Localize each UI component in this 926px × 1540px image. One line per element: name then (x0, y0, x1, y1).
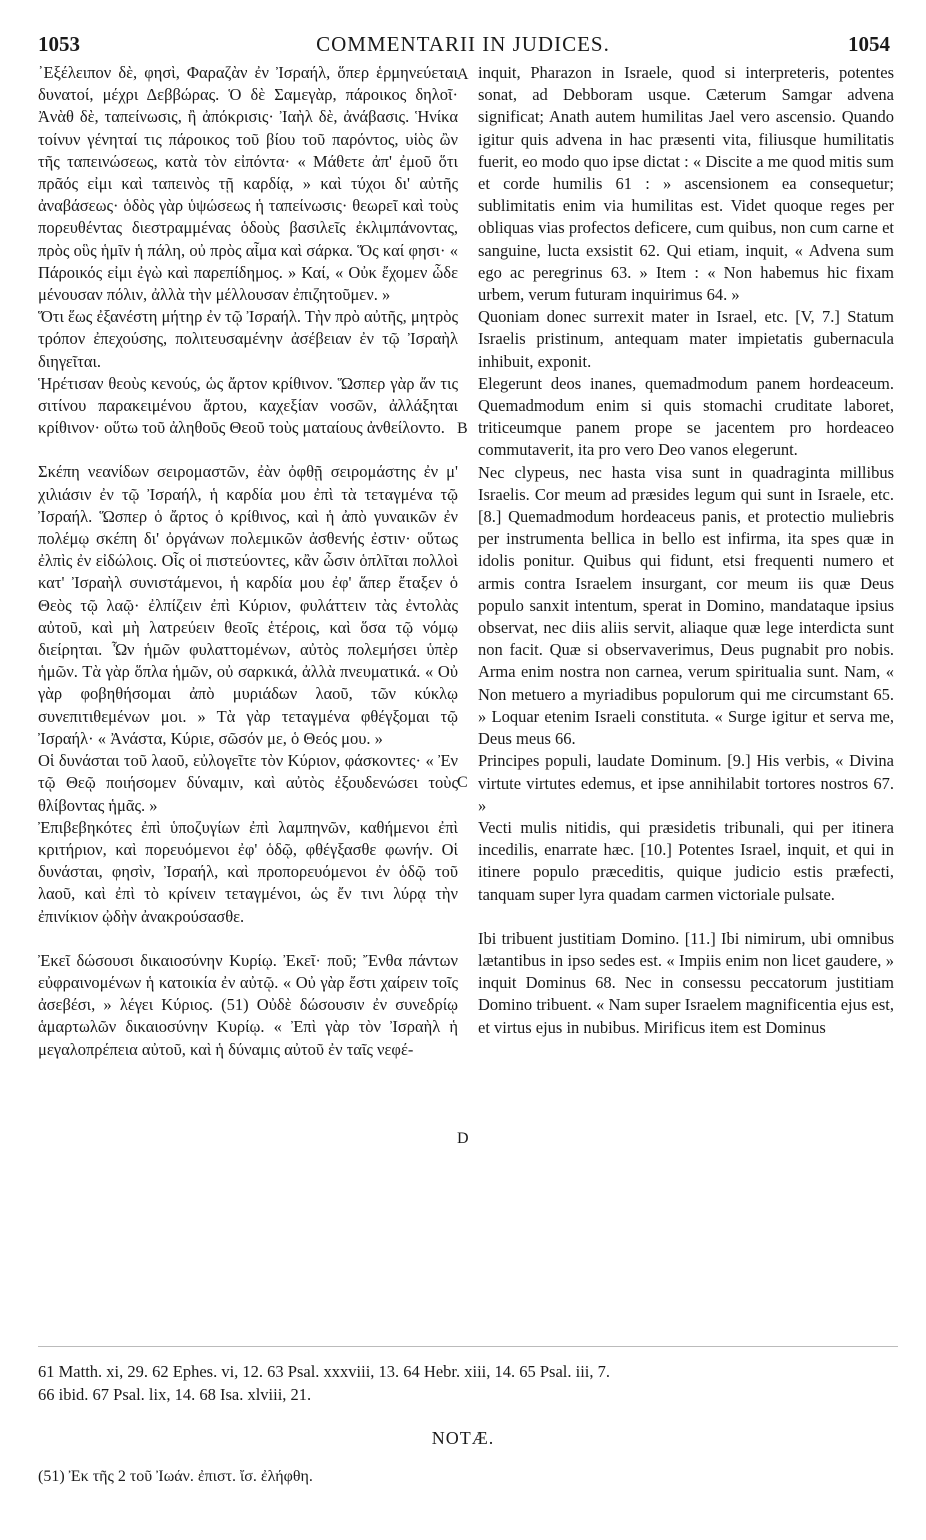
footnote-divider (38, 1346, 898, 1347)
left-page-number: 1053 (38, 32, 80, 56)
footnote-line: 61 Matth. xi, 29. 62 Ephes. vi, 12. 63 Psal. xxxviii, 13. 64 Hebr. xiii, 14. 65 Psal. iii, 7. (38, 1362, 610, 1381)
latin-column (478, 62, 894, 1039)
running-title: COMMENTARII IN JUDICES. (316, 32, 610, 56)
latin-paragraph: Elegerunt deos inanes, quemadmodum panem hordeaceum. Quemadmodum enim si quis stomachi cruditate laboret, triticeumque panem prope se jacentem pro hordeaceo commutaverit, ita pro vero Deo vanos elegerunt. (478, 373, 894, 460)
right-page-number: 1054 (848, 32, 890, 56)
margin-letter-b: B (457, 420, 468, 437)
latin-paragraph: Quoniam donec surrexit mater in Israel, etc. [V, 7.] Statum Israelis pristinum, antequam mater impietatis gubernacula inhibuit, exponit. (478, 307, 894, 371)
greek-paragraph: ᾿Εξέλειπον δὲ, φησὶ, Φαραζὰν ἐν Ἰσραήλ, ὅπερ ἑρμηνεύεται δυνατοί, μέχρι Δεββώρας. Ὁ δὲ Σαμεγὰρ, πάροικος δηλοῖ· Ἀνὰθ δὲ, ταπείνωσις, ἢ ἀπόκρισις· Ἰαὴλ δὲ, ἀνάβασις. Ἡνίκα τοίνυν γένηταί τις πάροικος τοῦ βίου τοῦ παρόντος, υἱὸς ὢν τῆς ταπεινώσεως, κατὰ τὸν εἰπόντα· « Μάθετε ἀπ' ἐμοῦ ὅτι πρᾶός εἰμι καὶ ταπεινὸς τῇ καρδίᾳ, » καὶ τύχοι δι' αὐτῆς ἀναβάσεως· ὁδὸς γὰρ ὑψώσεως ἡ ταπείνωσις· θεωρεῖ καὶ τοὺς πορευθέντας διεστραμμένας ὁδοὺς βασιλεῖς ἐκλιμπάνοντας, πρὸς οὓς ἡμῖν ἡ πάλη, οὐ πρὸς αἷμα καὶ σάρκα. Ὅς καί φησι· « Πάροικός εἰμι ἐγὼ καὶ παρεπίδημος. » Καί, « Οὐκ ἔχομεν ὧδε μένουσαν πόλιν, ἀλλὰ τὴν μέλλουσαν ἐπιζητοῦμεν. » (38, 63, 458, 305)
notae-text: (51) Ἐκ τῆς 2 τοῦ Ἰωάν. ἐπιστ. ἴσ. ἐλήφθη. (38, 1468, 313, 1485)
footnote-line: 66 ibid. 67 Psal. lix, 14. 68 Isa. xlviii, 21. (38, 1385, 312, 1404)
greek-paragraph: Σκέπη νεανίδων σειρομαστῶν, ἐὰν ὀφθῇ σειρομάστης ἐν μ' χιλιάσιν ἐν τῷ Ἰσραήλ, ἡ καρδία μου ἐπὶ τὰ τεταγμένα τῷ Ἰσραήλ. Ὥσπερ ὁ ἄρτος ὁ κρίθινος, καὶ ἡ ἀπὸ γυναικῶν ἐν πολέμῳ σκέπη δι' ὀργάνων πολεμικῶν ἀσθενής ἐστιν· οὕτως ἐλπὶς ἐν εἰδώλοις. Οἷς οἱ πιστεύοντες, κἂν ὦσιν ὁπλῖται πολλοὶ κατ' Ἰσραὴλ συνιστάμενοι, ἡ καρδία μου ἐφ' ἅπερ ἔταξεν ὁ Θεὸς τῷ λαῷ· ἐλπίζειν ἐπὶ Κύριον, φυλάττειν τὰς ἐντολὰς αὐτοῦ, καὶ μὴ λατρεύειν θεοῖς ἑτέροις, καὶ ὅσα τῷ νόμῳ διείρηται. Ὧν ἡμῶν φυλαττομένων, αὐτὸς πολεμήσει ὑπὲρ ἡμῶν. Τὰ γὰρ ὅπλα ἡμῶν, οὐ σαρκικά, ἀλλὰ πνευματικά. « Οὐ γὰρ φοβηθήσομαι ἀπὸ μυριάδων λαοῦ, τῶν κύκλῳ συνεπιτιθεμένων μοι. » Τὰ γὰρ τεταγμένα φθέγξομαι τῷ Ἰσραήλ· « Ἀνάστα, Κύριε, σῶσόν με, ὁ Θεός μου. » (38, 462, 458, 748)
latin-paragraph: Vecti mulis nitidis, qui præsidetis tribunali, qui per itinera incedilis, enarrate hæc. [10.] Potentes Israel, inquit, et qui in itinere populo præceditis, quique judicio estis præfecti, tanquam super lyra quadam carmen victoriale pulsate. (478, 817, 894, 904)
greek-paragraph: Ἐκεῖ δώσουσι δικαιοσύνην Κυρίῳ. Ἐκεῖ· ποῦ; Ἔνθα πάντων εὐφραινομένων ἡ κατοικία ἐν αὐτῷ. « Οὐ γὰρ ἔστι χαίρειν τοῖς ἀσεβέσι, » λέγει Κύριος. (51) Οὐδὲ δώσουσιν ἐν συνεδρίῳ ἁμαρτωλῶν δικαιοσύνην Κυρίῳ. « Ἐπὶ γὰρ τὸν Ἰσραὴλ ἡ μεγαλοπρέπεια αὐτοῦ, καὶ ἡ δύναμις αὐτοῦ ἐν ταῖς νεφέ- (38, 950, 458, 1059)
latin-paragraph: Nec clypeus, nec hasta visa sunt in quadraginta millibus Israelis. Cor meum ad præsides legum qui sunt in Israele, etc. [8.] Quemadmodum hordeaceus panis, et protectio muliebris per instrumenta bellica in bello est infirma, ita spes quæ in idolis ponitur. Quibus qui fidunt, etsi frequenti numero et armis contra Israelem insurgant, cor meum iis quæ Deus populo sanxit intentum, sperat in Domino, mandataque ipsius observat, nec diis aliis servit, aliaque quæ lege interdicta sunt non facit. Quæ si observaverimus, Deus pugnabit pro nobis. Arma enim nostra non carnea, verum spiritualia sunt. Nam, « Non metuero a myriadibus populorum qui me circumstant 65. » Loquar etenim Israeli constituta. « Surge igitur et serva me, Deus meus 66. (478, 462, 894, 749)
latin-paragraph: Principes populi, laudate Dominum. [9.] His verbis, « Divina virtute virtutes edemus, et ipse annihilabit tortores nostros 67. » (478, 751, 894, 815)
greek-paragraph: Ὅτι ἕως ἐξανέστη μήτηρ ἐν τῷ Ἰσραήλ. Τὴν πρὸ αὐτῆς, μητρὸς τρόπον ἐπεχούσης, πολιτευσαμένην ἀσέβειαν ἐν τῷ Ἰσραὴλ διηγεῖται. (38, 307, 459, 371)
margin-letter-c: C (457, 774, 468, 791)
footnotes (38, 1360, 898, 1406)
latin-paragraph: Ibi tribuent justitiam Domino. [11.] Ibi nimirum, ubi omnibus lætantibus in ipso sedes est. « Impiis enim non licet gaudere, » inquit Dominus 68. Nec in consessu peccatorum justitiam Domino tribuent. « Nam super Israelem magnificentia ejus est, et virtus ejus in nubibus. Mirificus item est Dominus (478, 928, 894, 1037)
greek-paragraph: Ἡρέτισαν θεοὺς κενούς, ὡς ἄρτον κρίθινον. Ὥσπερ γὰρ ἄν τις σιτίνου παρακειμένου ἄρτου, καχεξίαν νοσῶν, ἀλλάξηται κρίθινον· οὕτω τοῦ ἀληθοῦς Θεοῦ τοὺς ματαίους ἀνθείλοντο. (38, 373, 458, 438)
margin-letter-d: D (457, 1130, 469, 1147)
greek-paragraph: Οἱ δυνάσται τοῦ λαοῦ, εὐλογεῖτε τὸν Κύριον, φάσκοντες· « Ἐν τῷ Θεῷ ποιήσομεν δύναμιν, καὶ αὐτὸς ἐξουδενώσει τοὺς θλίβοντας ἡμᾶς. » (38, 751, 458, 815)
margin-letter-a: A (457, 66, 469, 83)
latin-paragraph: inquit, Pharazon in Israele, quod si interpreteris, potentes sonat, ad Debboram usque. Cæterum Samgar advena significat; Anath autem humilitas Jael vero ascensio. Quando igitur quis advena in hac præsenti vita, filiusque humilitatis fuerit, eo modo quo ipse dictat : « Discite a me quod mitis sum et corde humilis 61 : » ascensionem ea consequetur; sublimitatis enim via humilitas est. Videt quoque reges per obliquas vias profectos deficere, cum quibus, non cum carne et sanguine, lucta exsistit 62. Qui etiam, inquit, « Advena sum ego ac peregrinus 63. » Item : « Non habemus hic fixam urbem, verum futuram inquirimus 64. » (478, 63, 894, 305)
notae-heading: NOTÆ. (431, 1428, 495, 1448)
greek-paragraph: Ἐπιβεβηκότες ἐπὶ ὑποζυγίων ἐπὶ λαμπηνῶν, καθήμενοι ἐπὶ κριτήριον, καὶ πορευόμενοι ἐφ' ὁδῷ, φθέγξασθε φωνήν. Οἱ δυνάσται, φησὶν, Ἰσραήλ, καὶ προπορευόμενοι ἐν ὁδῷ τοῦ λαοῦ, καὶ ἐπὶ τὸ κρίνειν τεταγμένοι, ὡς ἔν τινι λύρᾳ τὴν ἐπινίκιον ᾠδὴν ἀνακρούσασθε. (38, 817, 458, 926)
page-header (0, 32, 926, 62)
greek-column (38, 62, 458, 1061)
